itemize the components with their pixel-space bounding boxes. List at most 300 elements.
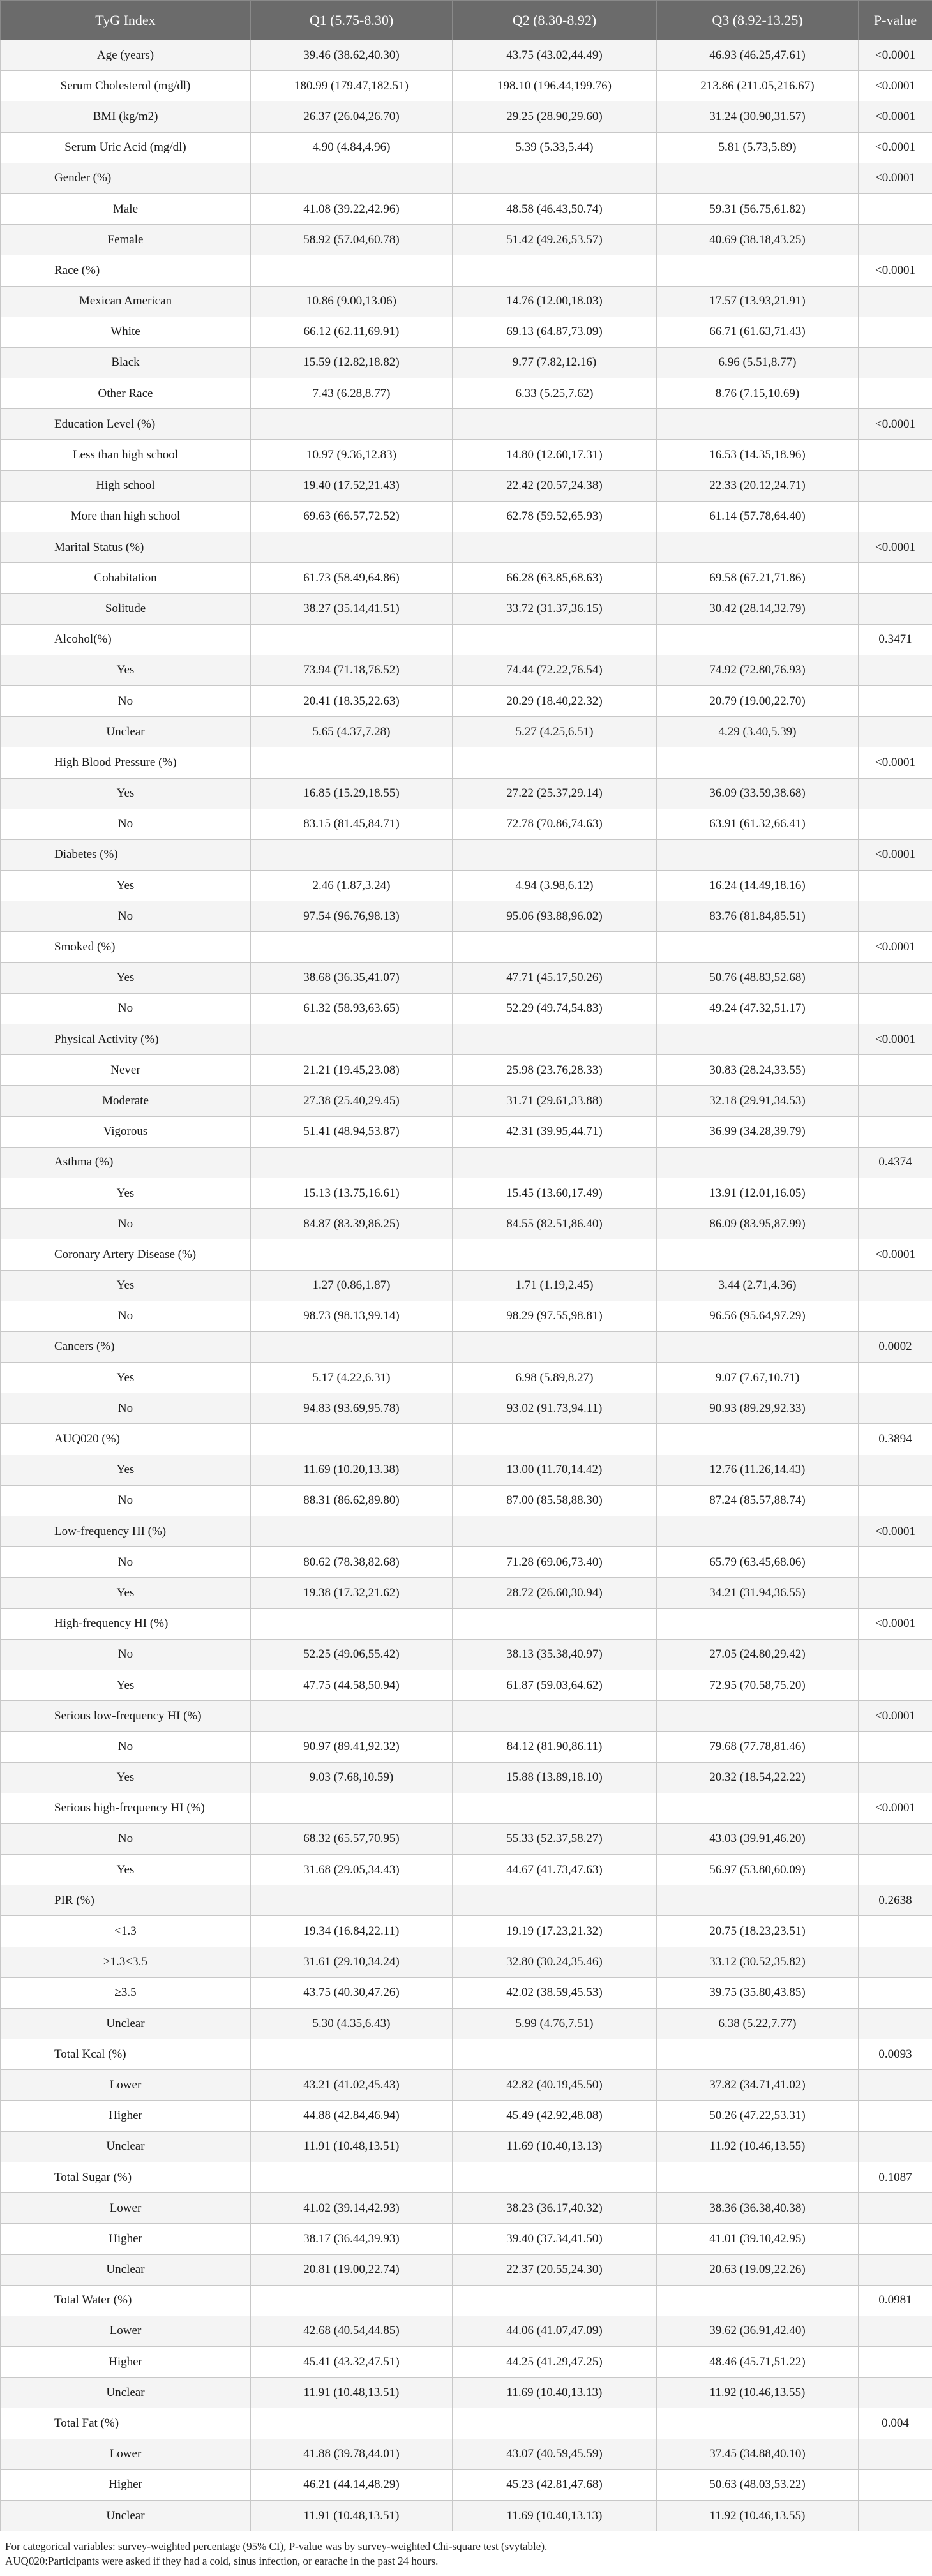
- cell-q3: [657, 1701, 859, 1732]
- cell-q2: 45.23 (42.81,47.68): [453, 2469, 657, 2500]
- cell-q1: [251, 163, 453, 193]
- cell-q2: 66.28 (63.85,68.63): [453, 563, 657, 594]
- cell-q3: 20.32 (18.54,22.22): [657, 1762, 859, 1793]
- cell-q3: 39.75 (35.80,43.85): [657, 1977, 859, 2008]
- cell-q3: 87.24 (85.57,88.74): [657, 1485, 859, 1516]
- cell-q1: 68.32 (65.57,70.95): [251, 1823, 453, 1854]
- cell-p-value: [859, 2224, 932, 2254]
- cell-q3: 66.71 (61.63,71.43): [657, 317, 859, 347]
- table-row: [1, 2316, 932, 2346]
- cell-q3: 40.69 (38.18,43.25): [657, 225, 859, 255]
- row-label: Male: [1, 193, 251, 224]
- cell-q2: [453, 2162, 657, 2192]
- table-row: [1, 655, 932, 685]
- table-row: [1, 2070, 932, 2100]
- table-row: [1, 1485, 932, 1516]
- section-row: [1, 1608, 932, 1639]
- section-label: Total Sugar (%): [1, 2162, 251, 2192]
- table-row: [1, 101, 932, 132]
- cell-p-value: [859, 1947, 932, 1977]
- cell-p-value: [859, 655, 932, 685]
- cell-q1: 58.92 (57.04,60.78): [251, 225, 453, 255]
- row-label: Lower: [1, 2439, 251, 2469]
- header-q3: Q3 (8.92-13.25): [657, 1, 859, 40]
- table-row: [1, 40, 932, 71]
- cell-q3: 17.57 (13.93,21.91): [657, 286, 859, 317]
- cell-q1: 39.46 (38.62,40.30): [251, 40, 453, 71]
- section-label: Physical Activity (%): [1, 1024, 251, 1055]
- cell-q2: 61.87 (59.03,64.62): [453, 1670, 657, 1700]
- cell-q2: 14.76 (12.00,18.03): [453, 286, 657, 317]
- cell-q2: [453, 747, 657, 778]
- cell-q2: 15.45 (13.60,17.49): [453, 1178, 657, 1208]
- cell-q3: 31.24 (30.90,31.57): [657, 101, 859, 132]
- cell-p-value: [859, 1209, 932, 1239]
- cell-q3: 65.79 (63.45,68.06): [657, 1547, 859, 1578]
- table-row: [1, 2224, 932, 2254]
- cell-p-value: [859, 962, 932, 993]
- section-label: Smoked (%): [1, 932, 251, 962]
- cell-q2: 11.69 (10.40,13.13): [453, 2131, 657, 2162]
- cell-q3: 86.09 (83.95,87.99): [657, 1209, 859, 1239]
- cell-q2: 33.72 (31.37,36.15): [453, 594, 657, 624]
- cell-p-value: [859, 1116, 932, 1147]
- table-body: [1, 40, 932, 2531]
- cell-q2: 11.69 (10.40,13.13): [453, 2378, 657, 2408]
- cell-p-value: [859, 594, 932, 624]
- cell-q3: 72.95 (70.58,75.20): [657, 1670, 859, 1700]
- cell-q2: 6.98 (5.89,8.27): [453, 1363, 657, 1393]
- section-row: [1, 2285, 932, 2316]
- cell-q1: 4.90 (4.84,4.96): [251, 132, 453, 163]
- section-label: High Blood Pressure (%): [1, 747, 251, 778]
- cell-q1: 10.86 (9.00,13.06): [251, 286, 453, 317]
- cell-q1: 19.34 (16.84,22.11): [251, 1916, 453, 1947]
- table-row: [1, 871, 932, 901]
- table-row: [1, 71, 932, 101]
- row-label: Unclear: [1, 2378, 251, 2408]
- row-label: Lower: [1, 2193, 251, 2224]
- cell-p-value: [859, 901, 932, 932]
- table-row: [1, 809, 932, 839]
- cell-q2: [453, 1024, 657, 1055]
- cell-p-value: 0.0981: [859, 2285, 932, 2316]
- row-label: Less than high school: [1, 440, 251, 470]
- table-row: [1, 1393, 932, 1424]
- footnote-categorical: For categorical variables: survey-weighted percentage (95% CI), P-value was by survey-weighted Chi-square test (svytable).: [5, 2540, 548, 2553]
- cell-p-value: <0.0001: [859, 1239, 932, 1270]
- cell-q2: 28.72 (26.60,30.94): [453, 1578, 657, 1608]
- cell-q3: [657, 1885, 859, 1916]
- cell-q3: 32.18 (29.91,34.53): [657, 1086, 859, 1116]
- cell-q1: 73.94 (71.18,76.52): [251, 655, 453, 685]
- section-label: Serious low-frequency HI (%): [1, 1701, 251, 1732]
- cell-q3: 38.36 (36.38,40.38): [657, 2193, 859, 2224]
- cell-q2: 62.78 (59.52,65.93): [453, 501, 657, 532]
- cell-q2: 27.22 (25.37,29.14): [453, 778, 657, 809]
- cell-q1: 66.12 (62.11,69.91): [251, 317, 453, 347]
- cell-q2: 93.02 (91.73,94.11): [453, 1393, 657, 1424]
- cell-q2: 32.80 (30.24,35.46): [453, 1947, 657, 1977]
- row-label: Cohabitation: [1, 563, 251, 594]
- table-row: [1, 993, 932, 1024]
- cell-q1: 43.21 (41.02,45.43): [251, 2070, 453, 2100]
- cell-q2: [453, 532, 657, 563]
- cell-q3: 5.81 (5.73,5.89): [657, 132, 859, 163]
- row-label: Yes: [1, 871, 251, 901]
- row-label: Solitude: [1, 594, 251, 624]
- section-row: [1, 2408, 932, 2439]
- cell-q3: 11.92 (10.46,13.55): [657, 2131, 859, 2162]
- row-label: No: [1, 1485, 251, 1516]
- cell-q3: [657, 163, 859, 193]
- cell-q2: 5.27 (4.25,6.51): [453, 717, 657, 747]
- table-row: [1, 378, 932, 409]
- row-label: Age (years): [1, 40, 251, 71]
- section-label: Total Water (%): [1, 2285, 251, 2316]
- table-row: [1, 2100, 932, 2131]
- cell-q1: 19.40 (17.52,21.43): [251, 470, 453, 501]
- section-label: AUQ020 (%): [1, 1424, 251, 1455]
- cell-p-value: [859, 1363, 932, 1393]
- cell-p-value: <0.0001: [859, 932, 932, 962]
- cell-q1: 15.13 (13.75,16.61): [251, 1178, 453, 1208]
- cell-q3: 3.44 (2.71,4.36): [657, 1270, 859, 1301]
- cell-q2: 74.44 (72.22,76.54): [453, 655, 657, 685]
- cell-q2: 48.58 (46.43,50.74): [453, 193, 657, 224]
- table-row: [1, 2009, 932, 2039]
- cell-q2: [453, 1331, 657, 1362]
- cell-q3: 61.14 (57.78,64.40): [657, 501, 859, 532]
- cell-q1: 21.21 (19.45,23.08): [251, 1055, 453, 1086]
- row-label: Yes: [1, 1578, 251, 1608]
- cell-p-value: [859, 1916, 932, 1947]
- cell-q2: 13.00 (11.70,14.42): [453, 1455, 657, 1485]
- cell-q1: [251, 1239, 453, 1270]
- cell-p-value: [859, 2469, 932, 2500]
- cell-p-value: [859, 2070, 932, 2100]
- cell-q1: 52.25 (49.06,55.42): [251, 1639, 453, 1670]
- cell-q2: [453, 839, 657, 870]
- cell-q2: 72.78 (70.86,74.63): [453, 809, 657, 839]
- cell-q2: 44.25 (41.29,47.25): [453, 2347, 657, 2378]
- cell-q3: 56.97 (53.80,60.09): [657, 1855, 859, 1885]
- cell-q2: 84.55 (82.51,86.40): [453, 1209, 657, 1239]
- section-row: [1, 409, 932, 440]
- cell-q3: 6.96 (5.51,8.77): [657, 347, 859, 378]
- cell-q1: 46.21 (44.14,48.29): [251, 2469, 453, 2500]
- section-label: Race (%): [1, 255, 251, 286]
- cell-q3: 20.79 (19.00,22.70): [657, 685, 859, 716]
- section-row: [1, 2039, 932, 2070]
- cell-q1: [251, 1793, 453, 1823]
- table-row: [1, 778, 932, 809]
- cell-q2: 38.23 (36.17,40.32): [453, 2193, 657, 2224]
- cell-q1: 180.99 (179.47,182.51): [251, 71, 453, 101]
- cell-q1: 9.03 (7.68,10.59): [251, 1762, 453, 1793]
- cell-p-value: 0.0002: [859, 1331, 932, 1362]
- table-row: [1, 440, 932, 470]
- cell-q3: [657, 2285, 859, 2316]
- cell-p-value: [859, 1977, 932, 2008]
- section-row: [1, 1885, 932, 1916]
- cell-p-value: <0.0001: [859, 747, 932, 778]
- cell-q1: 45.41 (43.32,47.51): [251, 2347, 453, 2378]
- row-label: Other Race: [1, 378, 251, 409]
- cell-p-value: [859, 2131, 932, 2162]
- cell-q1: 20.81 (19.00,22.74): [251, 2254, 453, 2285]
- cell-q3: 30.42 (28.14,32.79): [657, 594, 859, 624]
- cell-q3: 20.75 (18.23,23.51): [657, 1916, 859, 1947]
- cell-q3: 27.05 (24.80,29.42): [657, 1639, 859, 1670]
- cell-q2: 44.06 (41.07,47.09): [453, 2316, 657, 2346]
- section-row: [1, 532, 932, 563]
- cell-p-value: [859, 685, 932, 716]
- row-label: BMI (kg/m2): [1, 101, 251, 132]
- cell-p-value: <0.0001: [859, 532, 932, 563]
- header-p-value: P-value: [859, 1, 932, 40]
- table-row: [1, 470, 932, 501]
- row-label: Yes: [1, 1762, 251, 1793]
- section-row: [1, 1147, 932, 1178]
- cell-q2: 19.19 (17.23,21.32): [453, 1916, 657, 1947]
- cell-p-value: [859, 1578, 932, 1608]
- table-row: [1, 225, 932, 255]
- cell-q1: 11.69 (10.20,13.38): [251, 1455, 453, 1485]
- cell-q1: 38.68 (36.35,41.07): [251, 962, 453, 993]
- cell-q1: [251, 532, 453, 563]
- table-row: [1, 1823, 932, 1854]
- cell-p-value: [859, 1639, 932, 1670]
- cell-p-value: 0.2638: [859, 1885, 932, 1916]
- cell-p-value: [859, 2439, 932, 2469]
- cell-p-value: [859, 717, 932, 747]
- cell-q2: [453, 1793, 657, 1823]
- table-row: [1, 193, 932, 224]
- cell-q2: 42.31 (39.95,44.71): [453, 1116, 657, 1147]
- section-row: [1, 1424, 932, 1455]
- cell-q1: 41.88 (39.78,44.01): [251, 2439, 453, 2469]
- row-label: High school: [1, 470, 251, 501]
- cell-q1: 11.91 (10.48,13.51): [251, 2131, 453, 2162]
- cell-q2: 87.00 (85.58,88.30): [453, 1485, 657, 1516]
- table-row: [1, 1977, 932, 2008]
- header-row: [1, 1, 932, 40]
- table-row: [1, 2131, 932, 2162]
- header-q1: Q1 (5.75-8.30): [251, 1, 453, 40]
- cell-q3: 22.33 (20.12,24.71): [657, 470, 859, 501]
- cell-p-value: [859, 440, 932, 470]
- footnote-auq020: AUQ020:Participants were asked if they had a cold, sinus infection, or earache in the past 24 hours.: [5, 2555, 439, 2568]
- cell-q3: 59.31 (56.75,61.82): [657, 193, 859, 224]
- cell-q1: [251, 2162, 453, 2192]
- cell-q1: 98.73 (98.13,99.14): [251, 1301, 453, 1331]
- cell-p-value: [859, 286, 932, 317]
- cell-q1: 83.15 (81.45,84.71): [251, 809, 453, 839]
- cell-q1: 19.38 (17.32,21.62): [251, 1578, 453, 1608]
- row-label: Lower: [1, 2316, 251, 2346]
- cell-q3: [657, 1793, 859, 1823]
- table-row: [1, 1116, 932, 1147]
- cell-q1: [251, 747, 453, 778]
- table-row: [1, 1670, 932, 1700]
- cell-q3: [657, 532, 859, 563]
- cell-q2: 42.82 (40.19,45.50): [453, 2070, 657, 2100]
- cell-p-value: 0.3894: [859, 1424, 932, 1455]
- row-label: No: [1, 1639, 251, 1670]
- cell-q2: 95.06 (93.88,96.02): [453, 901, 657, 932]
- cell-q2: 71.28 (69.06,73.40): [453, 1547, 657, 1578]
- cell-q3: 4.29 (3.40,5.39): [657, 717, 859, 747]
- cell-p-value: [859, 501, 932, 532]
- table-row: [1, 1301, 932, 1331]
- cell-q3: 79.68 (77.78,81.46): [657, 1732, 859, 1762]
- cell-q3: [657, 1331, 859, 1362]
- cell-q1: 88.31 (86.62,89.80): [251, 1485, 453, 1516]
- table-row: [1, 2378, 932, 2408]
- row-label: Yes: [1, 1855, 251, 1885]
- cell-p-value: <0.0001: [859, 1608, 932, 1639]
- cell-q2: 6.33 (5.25,7.62): [453, 378, 657, 409]
- cell-q1: 31.61 (29.10,34.24): [251, 1947, 453, 1977]
- cell-p-value: [859, 1855, 932, 1885]
- cell-p-value: [859, 1485, 932, 1516]
- cell-q1: 5.17 (4.22,6.31): [251, 1363, 453, 1393]
- cell-q2: 38.13 (35.38,40.97): [453, 1639, 657, 1670]
- cell-q2: 98.29 (97.55,98.81): [453, 1301, 657, 1331]
- cell-p-value: 0.1087: [859, 2162, 932, 2192]
- section-label: Diabetes (%): [1, 839, 251, 870]
- cell-q2: [453, 1424, 657, 1455]
- cell-q2: 69.13 (64.87,73.09): [453, 317, 657, 347]
- cell-p-value: [859, 1393, 932, 1424]
- cell-q1: 10.97 (9.36,12.83): [251, 440, 453, 470]
- cell-q1: 7.43 (6.28,8.77): [251, 378, 453, 409]
- cell-q2: [453, 163, 657, 193]
- section-row: [1, 2162, 932, 2192]
- row-label: Vigorous: [1, 1116, 251, 1147]
- cell-q3: 50.76 (48.83,52.68): [657, 962, 859, 993]
- cell-p-value: [859, 225, 932, 255]
- cell-q2: [453, 1608, 657, 1639]
- cell-q1: 41.02 (39.14,42.93): [251, 2193, 453, 2224]
- cell-q3: [657, 1516, 859, 1547]
- cell-q2: [453, 409, 657, 440]
- section-row: [1, 932, 932, 962]
- table-row: [1, 501, 932, 532]
- table-row: [1, 1055, 932, 1086]
- table-row: [1, 563, 932, 594]
- cell-q1: 2.46 (1.87,3.24): [251, 871, 453, 901]
- section-row: [1, 747, 932, 778]
- cell-q3: 36.99 (34.28,39.79): [657, 1116, 859, 1147]
- section-row: [1, 1516, 932, 1547]
- cell-q2: 55.33 (52.37,58.27): [453, 1823, 657, 1854]
- cell-q3: 50.26 (47.22,53.31): [657, 2100, 859, 2131]
- table-row: [1, 1947, 932, 1977]
- cell-q3: 11.92 (10.46,13.55): [657, 2501, 859, 2531]
- cell-p-value: 0.4374: [859, 1147, 932, 1178]
- row-label: No: [1, 809, 251, 839]
- cell-p-value: [859, 1732, 932, 1762]
- cell-p-value: [859, 470, 932, 501]
- cell-p-value: [859, 1178, 932, 1208]
- table-row: [1, 2469, 932, 2500]
- cell-q2: [453, 1147, 657, 1178]
- cell-q2: 43.07 (40.59,45.59): [453, 2439, 657, 2469]
- header-tyg-index: TyG Index: [1, 1, 251, 40]
- row-label: Higher: [1, 2469, 251, 2500]
- cell-q3: [657, 839, 859, 870]
- row-label: Never: [1, 1055, 251, 1086]
- cell-q3: 8.76 (7.15,10.69): [657, 378, 859, 409]
- row-label: <1.3: [1, 1916, 251, 1947]
- table-row: [1, 962, 932, 993]
- cell-q2: 5.39 (5.33,5.44): [453, 132, 657, 163]
- cell-q2: 15.88 (13.89,18.10): [453, 1762, 657, 1793]
- row-label: No: [1, 901, 251, 932]
- table-header: [1, 1, 932, 40]
- cell-q1: 90.97 (89.41,92.32): [251, 1732, 453, 1762]
- cell-q2: 14.80 (12.60,17.31): [453, 440, 657, 470]
- table-row: [1, 594, 932, 624]
- section-label: Alcohol(%): [1, 624, 251, 655]
- cell-p-value: <0.0001: [859, 163, 932, 193]
- cell-q1: 41.08 (39.22,42.96): [251, 193, 453, 224]
- cell-q2: [453, 255, 657, 286]
- row-label: Higher: [1, 2347, 251, 2378]
- cell-q2: 51.42 (49.26,53.57): [453, 225, 657, 255]
- cell-q3: 69.58 (67.21,71.86): [657, 563, 859, 594]
- cell-q1: [251, 1424, 453, 1455]
- cell-q1: [251, 409, 453, 440]
- cell-q2: 39.40 (37.34,41.50): [453, 2224, 657, 2254]
- cell-q2: 9.77 (7.82,12.16): [453, 347, 657, 378]
- cell-q1: 51.41 (48.94,53.87): [251, 1116, 453, 1147]
- cell-p-value: <0.0001: [859, 1793, 932, 1823]
- table-row: [1, 1270, 932, 1301]
- cell-q2: [453, 624, 657, 655]
- cell-q3: 13.91 (12.01,16.05): [657, 1178, 859, 1208]
- cell-q2: 22.42 (20.57,24.38): [453, 470, 657, 501]
- cell-p-value: [859, 2347, 932, 2378]
- cell-p-value: [859, 2316, 932, 2346]
- row-label: Yes: [1, 1363, 251, 1393]
- table-row: [1, 1639, 932, 1670]
- section-label: Marital Status (%): [1, 532, 251, 563]
- cell-q3: 9.07 (7.67,10.71): [657, 1363, 859, 1393]
- cell-p-value: <0.0001: [859, 40, 932, 71]
- section-label: Asthma (%): [1, 1147, 251, 1178]
- cell-q1: 97.54 (96.76,98.13): [251, 901, 453, 932]
- section-row: [1, 1701, 932, 1732]
- cell-q1: 27.38 (25.40,29.45): [251, 1086, 453, 1116]
- cell-q1: 61.73 (58.49,64.86): [251, 563, 453, 594]
- cell-p-value: 0.0093: [859, 2039, 932, 2070]
- row-label: No: [1, 1209, 251, 1239]
- cell-q2: 198.10 (196.44,199.76): [453, 71, 657, 101]
- row-label: Yes: [1, 778, 251, 809]
- row-label: No: [1, 1823, 251, 1854]
- cell-p-value: [859, 1270, 932, 1301]
- section-label: Low-frequency HI (%): [1, 1516, 251, 1547]
- cell-p-value: <0.0001: [859, 1516, 932, 1547]
- row-label: Serum Uric Acid (mg/dl): [1, 132, 251, 163]
- cell-q1: [251, 2039, 453, 2070]
- cell-p-value: <0.0001: [859, 71, 932, 101]
- cell-q1: 5.65 (4.37,7.28): [251, 717, 453, 747]
- row-label: ≥1.3<3.5: [1, 1947, 251, 1977]
